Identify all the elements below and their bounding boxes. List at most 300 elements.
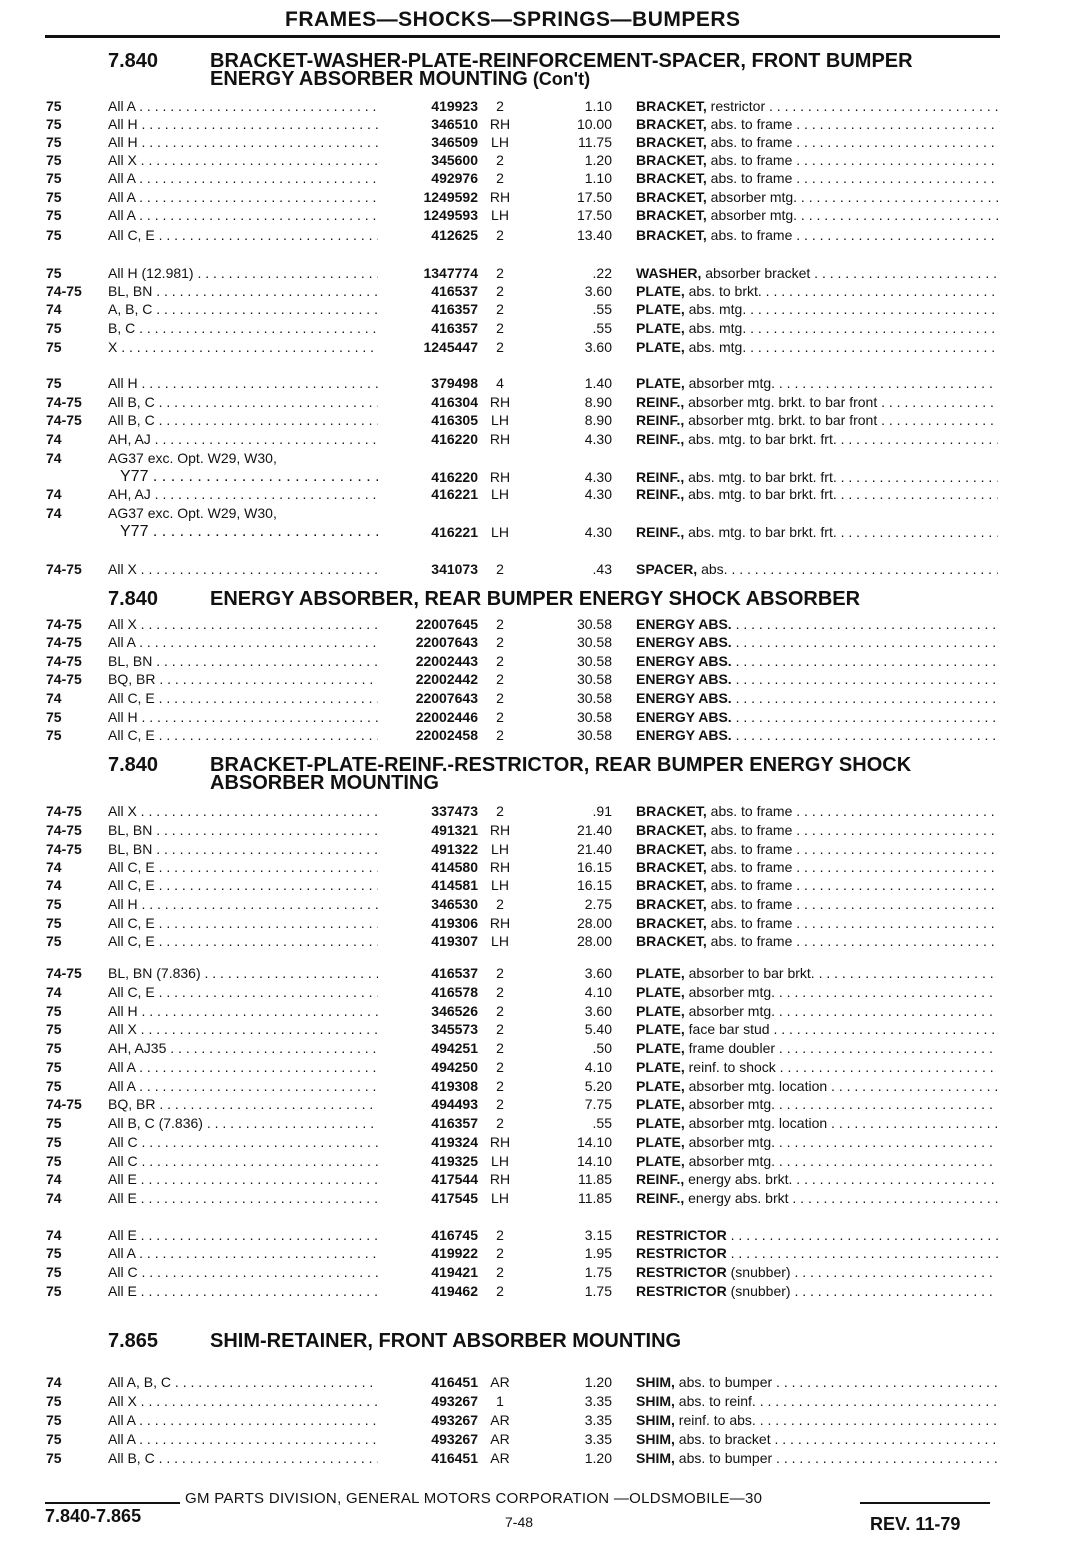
row-quantity: 2	[496, 1021, 504, 1037]
row-quantity: 2	[496, 1115, 504, 1131]
row-description	[636, 1449, 998, 1467]
row-model: BQ, BR . . .	[108, 670, 378, 688]
row-year: 75	[46, 1450, 62, 1466]
row-price: 7.75	[584, 1096, 612, 1112]
row-quantity: LH	[491, 841, 509, 857]
row-model: All H . . .	[108, 895, 378, 913]
row-year: 75	[46, 1078, 62, 1094]
row-description-name: ENERGY ABS.	[636, 709, 732, 725]
row-price: 30.58	[576, 634, 612, 650]
row-model: AH, AJ35 . . .	[108, 1039, 378, 1057]
row-part-number: 22002446	[415, 709, 478, 725]
row-price: 17.50	[576, 207, 612, 223]
row-model: All C . . .	[108, 1133, 378, 1151]
table-row	[0, 914, 1092, 932]
row-description	[636, 1058, 998, 1076]
row-price: 4.10	[584, 1059, 612, 1075]
row-description-name: BRACKET,	[636, 134, 707, 150]
table-row	[0, 1449, 1092, 1467]
row-price: 4.30	[584, 486, 612, 502]
row-price: 3.60	[584, 283, 612, 299]
table-row	[0, 264, 1092, 282]
row-description-name: WASHER,	[636, 265, 702, 281]
row-part-number: 416578	[431, 984, 478, 1000]
section-title: SHIM-RETAINER, FRONT ABSORBER MOUNTING	[210, 1330, 682, 1352]
row-description-name: BRACKET,	[636, 152, 707, 168]
row-description-name: PLATE,	[636, 1134, 685, 1150]
row-part-number: 345600	[431, 152, 478, 168]
row-year: 74-75	[46, 822, 82, 838]
table-row	[0, 1282, 1092, 1300]
table-row	[0, 282, 1092, 300]
row-description-name: REINF.,	[636, 469, 685, 485]
page-header: FRAMES—SHOCKS—SPRINGS—BUMPERS	[285, 8, 741, 31]
row-description	[636, 708, 998, 726]
row-description	[636, 858, 998, 876]
section-number: 7.840	[108, 588, 159, 610]
row-model: All A . . .	[108, 169, 378, 187]
row-part-number: 1249592	[423, 189, 478, 205]
table-row	[0, 1058, 1092, 1076]
row-description-detail: absorber mtg. brkt. to bar front	[684, 394, 878, 410]
row-quantity: 2	[496, 1059, 504, 1075]
row-model: All H . . .	[108, 115, 378, 133]
row-description	[636, 169, 998, 187]
row-part-number: 416305	[431, 412, 478, 428]
row-description-detail: abs. to frame	[706, 803, 793, 819]
row-part-number: 419307	[431, 933, 478, 949]
table-row	[0, 821, 1092, 839]
row-description	[636, 115, 998, 133]
row-description-detail: energy abs. brkt.	[684, 1171, 793, 1187]
row-description-detail: absorber mtg.	[706, 189, 798, 205]
row-description-detail: abs.	[697, 561, 728, 577]
row-model: All C . . .	[108, 1152, 378, 1170]
row-model: BQ, BR . . .	[108, 1095, 378, 1113]
row-model: All C, E . . .	[108, 858, 378, 876]
row-price: 3.35	[584, 1393, 612, 1409]
row-part-number: 419922	[431, 1245, 478, 1261]
row-quantity: LH	[491, 1190, 509, 1206]
table-row	[0, 485, 1092, 503]
row-description-detail: absorber to bar brkt.	[684, 965, 815, 981]
row-part-number: 416451	[431, 1374, 478, 1390]
row-part-number: 416357	[431, 301, 478, 317]
row-quantity: LH	[491, 207, 509, 223]
row-quantity: 2	[496, 1245, 504, 1261]
row-price: 8.90	[584, 394, 612, 410]
row-description-detail: abs. to bracket	[674, 1431, 771, 1447]
row-description	[636, 430, 998, 448]
row-quantity: LH	[491, 1153, 509, 1169]
row-description-detail: absorber mtg. brkt. to bar front	[684, 412, 878, 428]
row-model: All A . . .	[108, 1430, 378, 1448]
row-quantity: RH	[489, 1171, 511, 1187]
row-price: 14.10	[576, 1153, 612, 1169]
row-description-name: SHIM,	[636, 1431, 675, 1447]
row-description-detail: abs. mtg.	[684, 339, 747, 355]
row-description-detail: abs. to frame	[706, 134, 793, 150]
row-description-name: PLATE,	[636, 1115, 685, 1131]
row-description-name: RESTRICTOR	[636, 1264, 727, 1280]
row-year: 74-75	[46, 671, 82, 687]
row-year: 74-75	[46, 653, 82, 669]
row-description-detail: absorber mtg.	[684, 1134, 776, 1150]
row-year: 75	[46, 170, 62, 186]
row-description-name: SHIM,	[636, 1374, 675, 1390]
row-description	[636, 876, 998, 894]
table-row	[0, 1392, 1092, 1410]
row-price: 2.75	[584, 896, 612, 912]
row-quantity: 2	[496, 965, 504, 981]
row-model: All H . . .	[108, 708, 378, 726]
row-description-name: RESTRICTOR	[636, 1227, 727, 1243]
row-model: All A . . .	[108, 188, 378, 206]
row-description	[636, 338, 998, 356]
row-price: 3.35	[584, 1412, 612, 1428]
row-part-number: 492976	[431, 170, 478, 186]
row-description-detail: abs. to brkt.	[684, 283, 762, 299]
row-price: 11.85	[578, 1190, 612, 1206]
table-row	[0, 188, 1092, 206]
row-description-name: BRACKET,	[636, 207, 707, 223]
row-part-number: 1347774	[423, 265, 478, 281]
row-part-number: 493267	[431, 1412, 478, 1428]
row-description-name: ENERGY ABS.	[636, 671, 732, 687]
row-price: .91	[592, 803, 612, 819]
row-description-name: PLATE,	[636, 375, 685, 391]
row-year: 75	[46, 1040, 62, 1056]
section-title: ENERGY ABSORBER, REAR BUMPER ENERGY SHOCK ABSORBER	[210, 588, 861, 610]
row-description-name: SPACER,	[636, 561, 698, 577]
row-year: 75	[46, 1115, 62, 1131]
row-year: 74-75	[46, 1096, 82, 1112]
row-price: 1.75	[584, 1283, 612, 1299]
row-description	[636, 264, 998, 282]
row-description	[636, 468, 998, 486]
row-description-name: BRACKET,	[636, 877, 707, 893]
row-description-detail: energy abs. brkt	[684, 1190, 789, 1206]
row-description	[636, 188, 998, 206]
row-model: All B, C . . .	[108, 1449, 378, 1467]
row-quantity: LH	[491, 486, 509, 502]
row-model: All X . . .	[108, 802, 378, 820]
row-description-name: BRACKET,	[636, 116, 707, 132]
row-quantity: 2	[496, 690, 504, 706]
row-model: BL, BN . . .	[108, 840, 378, 858]
row-part-number: 419923	[431, 98, 478, 114]
row-part-number: 22002443	[415, 653, 478, 669]
row-description-name: ENERGY ABS.	[636, 634, 732, 650]
row-description	[636, 1133, 998, 1151]
row-model: All X . . .	[108, 560, 378, 578]
row-part-number: 419308	[431, 1078, 478, 1094]
row-description	[636, 1263, 998, 1281]
row-price: 3.35	[584, 1431, 612, 1447]
row-price: 4.30	[584, 431, 612, 447]
row-description-name: PLATE,	[636, 1021, 685, 1037]
row-quantity: RH	[489, 822, 511, 838]
row-quantity: AR	[490, 1431, 510, 1447]
table-row	[0, 1039, 1092, 1057]
row-description	[636, 133, 998, 151]
row-year: 75	[46, 1245, 62, 1261]
row-year: 75	[46, 1153, 62, 1169]
row-description-name: PLATE,	[636, 301, 685, 317]
row-price: 1.10	[584, 170, 612, 186]
row-price: 28.00	[576, 933, 612, 949]
row-part-number: 494251	[431, 1040, 478, 1056]
row-part-number: 1249593	[423, 207, 478, 223]
row-part-number: 416221	[431, 524, 478, 540]
row-price: 1.40	[584, 375, 612, 391]
section-heading	[0, 52, 1092, 88]
table-row	[0, 1170, 1092, 1188]
row-model: All A . . .	[108, 633, 378, 651]
row-year: 75	[46, 189, 62, 205]
row-part-number: 416220	[431, 431, 478, 447]
row-year: 74-75	[46, 283, 82, 299]
row-quantity: RH	[489, 915, 511, 931]
row-description	[636, 226, 998, 244]
row-description-detail: abs. to bumper	[674, 1374, 773, 1390]
row-price: .55	[592, 301, 612, 317]
row-description-name: REINF.,	[636, 431, 685, 447]
row-description-name: PLATE,	[636, 965, 685, 981]
row-description	[636, 1430, 998, 1448]
row-model: All C, E . . .	[108, 226, 378, 244]
row-part-number: 419324	[431, 1134, 478, 1150]
row-year: 74	[46, 1171, 62, 1187]
table-row	[0, 560, 1092, 578]
row-description	[636, 374, 998, 392]
row-description	[636, 914, 998, 932]
row-model: All H . . .	[108, 133, 378, 151]
row-price: 5.20	[584, 1078, 612, 1094]
row-description-name: BRACKET,	[636, 189, 707, 205]
row-description-name: ENERGY ABS.	[636, 690, 732, 706]
row-description-name: PLATE,	[636, 1078, 685, 1094]
row-model: All C, E . . .	[108, 932, 378, 950]
row-part-number: 416357	[431, 1115, 478, 1131]
row-description-detail: abs. to frame	[706, 877, 793, 893]
row-part-number: 416537	[431, 965, 478, 981]
row-description-detail: abs. to frame	[706, 933, 793, 949]
row-year: 75	[46, 134, 62, 150]
row-model: X . . .	[108, 338, 378, 356]
row-description-name: REINF.,	[636, 412, 685, 428]
row-part-number: 412625	[431, 227, 478, 243]
row-description	[636, 802, 998, 820]
row-description-detail: abs. to frame	[706, 116, 793, 132]
row-model: All A . . .	[108, 1058, 378, 1076]
table-row	[0, 206, 1092, 224]
row-description	[636, 726, 998, 744]
table-row	[0, 169, 1092, 187]
row-model: All A . . .	[108, 1411, 378, 1429]
row-year: 74-75	[46, 965, 82, 981]
row-part-number: 341073	[431, 561, 478, 577]
row-model: All B, C . . .	[108, 393, 378, 411]
row-description-detail: (snubber)	[726, 1283, 791, 1299]
row-price: 8.90	[584, 412, 612, 428]
row-model: B, C . . .	[108, 319, 378, 337]
row-description-detail: abs. mtg. to bar brkt. frt.	[684, 524, 837, 540]
row-description	[636, 1282, 998, 1300]
row-part-number: 416537	[431, 283, 478, 299]
row-quantity: 2	[496, 803, 504, 819]
row-model: All E . . .	[108, 1170, 378, 1188]
row-description-detail: absorber mtg. location	[684, 1115, 828, 1131]
table-row	[0, 1152, 1092, 1170]
row-description-name: ENERGY ABS.	[636, 616, 732, 632]
row-quantity: 2	[496, 227, 504, 243]
row-quantity: AR	[490, 1412, 510, 1428]
row-quantity: 2	[496, 1040, 504, 1056]
table-row	[0, 411, 1092, 429]
table-row	[0, 652, 1092, 670]
footer-rule-left	[45, 1502, 180, 1504]
row-part-number: 493267	[431, 1393, 478, 1409]
row-price: 1.75	[584, 1264, 612, 1280]
row-model: All A . . .	[108, 97, 378, 115]
row-description	[636, 319, 998, 337]
table-row	[0, 1430, 1092, 1448]
row-quantity: 2	[496, 1264, 504, 1280]
table-row	[0, 450, 1092, 486]
row-description-name: REINF.,	[636, 1171, 685, 1187]
row-part-number: 337473	[431, 803, 478, 819]
row-description	[636, 1189, 998, 1207]
table-row	[0, 1244, 1092, 1262]
row-description-name: ENERGY ABS.	[636, 653, 732, 669]
row-price: 4.30	[584, 524, 612, 540]
row-description	[636, 1226, 998, 1244]
row-quantity: 4	[496, 375, 504, 391]
row-model: All X . . .	[108, 151, 378, 169]
row-quantity: 2	[496, 727, 504, 743]
row-quantity: 2	[496, 984, 504, 1000]
row-description	[636, 1020, 998, 1038]
row-year: 75	[46, 1283, 62, 1299]
row-description	[636, 1411, 998, 1429]
row-description	[636, 964, 998, 982]
row-part-number: 419325	[431, 1153, 478, 1169]
row-price: 3.15	[584, 1227, 612, 1243]
row-part-number: 416357	[431, 320, 478, 336]
row-price: .22	[592, 265, 612, 281]
table-row	[0, 151, 1092, 169]
row-description-name: PLATE,	[636, 984, 685, 1000]
row-year: 75	[46, 1134, 62, 1150]
row-quantity: RH	[489, 1134, 511, 1150]
row-part-number: 491322	[431, 841, 478, 857]
row-part-number: 22007643	[415, 690, 478, 706]
row-description-name: BRACKET,	[636, 170, 707, 186]
row-part-number: 22002458	[415, 727, 478, 743]
row-part-number: 414581	[431, 877, 478, 893]
row-description-detail: absorber mtg.	[706, 207, 798, 223]
row-part-number: 494250	[431, 1059, 478, 1075]
row-model: All B, C . . .	[108, 411, 378, 429]
row-part-number: 416451	[431, 1450, 478, 1466]
row-quantity: 2	[496, 1096, 504, 1112]
row-model: BL, BN (7.836) . . .	[108, 964, 378, 982]
row-year: 75	[46, 1431, 62, 1447]
row-description	[636, 983, 998, 1001]
row-model: BL, BN . . .	[108, 652, 378, 670]
row-quantity: 2	[496, 709, 504, 725]
row-description-name: REINF.,	[636, 1190, 685, 1206]
footer-revision: REV. 11-79	[870, 1514, 961, 1534]
table-row	[0, 1133, 1092, 1151]
row-model: All B, C (7.836) . . .	[108, 1114, 378, 1132]
row-quantity: LH	[491, 134, 509, 150]
row-description	[636, 393, 998, 411]
row-model: All X . . .	[108, 1020, 378, 1038]
row-description	[636, 282, 998, 300]
row-part-number: 1245447	[423, 339, 478, 355]
table-row	[0, 300, 1092, 318]
row-description-name: PLATE,	[636, 1153, 685, 1169]
row-description	[636, 652, 998, 670]
row-description-detail: abs. to frame	[706, 915, 793, 931]
row-model: All E . . .	[108, 1189, 378, 1207]
table-row	[0, 983, 1092, 1001]
row-description	[636, 895, 998, 913]
section-title: BRACKET-WASHER-PLATE-REINFORCEMENT-SPACER, FRONT BUMPER ENERGY ABSORBER MOUNTING (Con't)	[210, 50, 913, 90]
table-row	[0, 1226, 1092, 1244]
table-row	[0, 505, 1092, 541]
row-description-detail: abs. mtg.	[684, 320, 747, 336]
row-price: 1.95	[584, 1245, 612, 1261]
row-price: 1.20	[584, 1374, 612, 1390]
table-row	[0, 964, 1092, 982]
row-year: 74	[46, 859, 62, 875]
row-price: 10.00	[576, 116, 612, 132]
row-description	[636, 206, 998, 224]
row-description	[636, 97, 998, 115]
table-row	[0, 133, 1092, 151]
table-row	[0, 802, 1092, 820]
row-description-detail: absorber mtg.	[684, 984, 776, 1000]
row-year: 74-75	[46, 616, 82, 632]
row-model: AG37 exc. Opt. W29, W30,	[108, 505, 277, 521]
row-model: All A . . .	[108, 1077, 378, 1095]
row-description-detail: abs. to frame	[706, 227, 793, 243]
row-year: 74	[46, 1374, 62, 1390]
row-price: 13.40	[576, 227, 612, 243]
row-year: 75	[46, 339, 62, 355]
row-price: 3.60	[584, 339, 612, 355]
row-price: 11.85	[578, 1171, 612, 1187]
row-description	[636, 1392, 998, 1410]
row-description-name: PLATE,	[636, 1059, 685, 1075]
row-year: 74	[46, 505, 62, 521]
row-quantity: 2	[496, 320, 504, 336]
row-model: All A . . .	[108, 206, 378, 224]
row-description	[636, 689, 998, 707]
row-year: 74-75	[46, 803, 82, 819]
table-row	[0, 1263, 1092, 1281]
row-part-number: 379498	[431, 375, 478, 391]
row-model: All X . . .	[108, 1392, 378, 1410]
footer-rule-right	[860, 1502, 990, 1504]
row-model: All A . . .	[108, 1244, 378, 1262]
row-price: .50	[592, 1040, 612, 1056]
row-description	[636, 560, 998, 578]
row-year: 74-75	[46, 634, 82, 650]
